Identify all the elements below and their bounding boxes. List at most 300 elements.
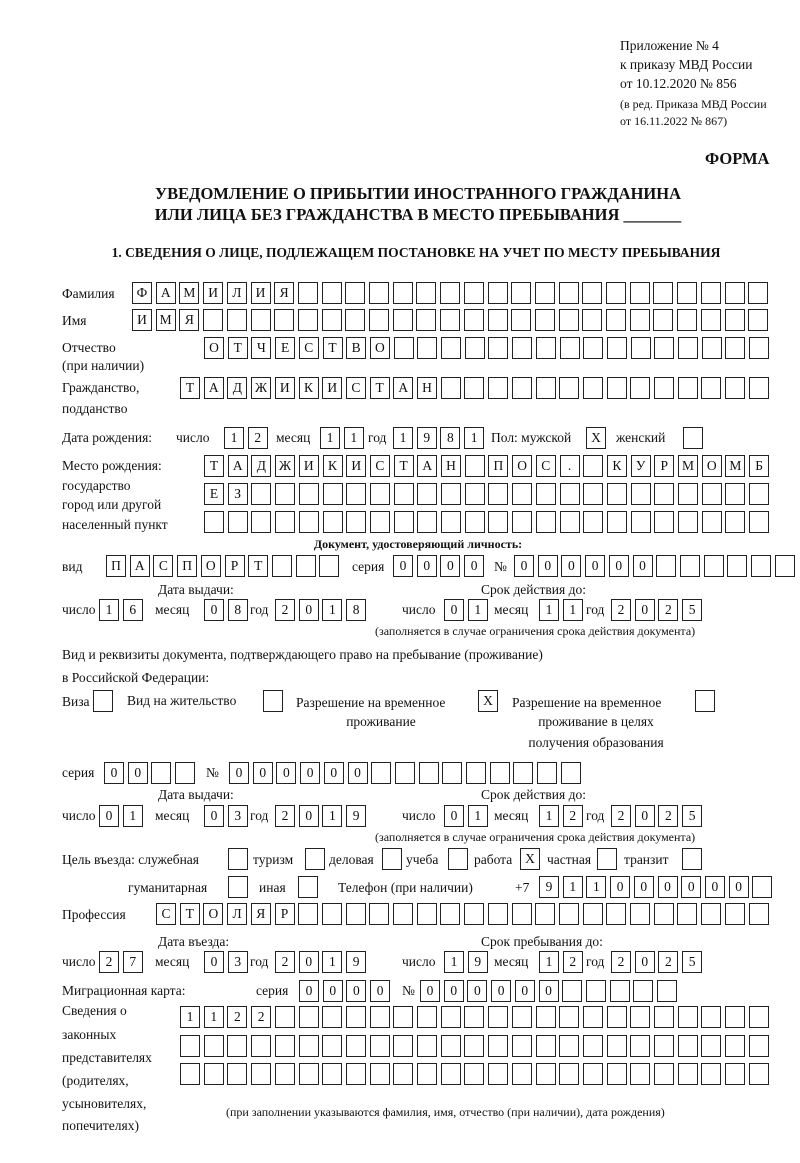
char-cell[interactable] — [749, 483, 769, 505]
char-cell[interactable] — [393, 309, 413, 331]
char-cell[interactable] — [151, 762, 171, 784]
char-cell[interactable] — [748, 282, 768, 304]
char-cell[interactable] — [630, 903, 650, 925]
char-cell[interactable]: И — [251, 282, 271, 304]
char-cell[interactable] — [369, 309, 389, 331]
char-cell[interactable] — [702, 483, 722, 505]
char-cell[interactable] — [417, 903, 437, 925]
char-cell[interactable]: 0 — [324, 762, 344, 784]
char-cell[interactable] — [561, 762, 581, 784]
char-cell[interactable]: М — [678, 455, 698, 477]
char-cell[interactable] — [725, 903, 745, 925]
char-cell[interactable] — [227, 1035, 247, 1057]
char-cell[interactable]: 0 — [348, 762, 368, 784]
char-cell[interactable]: 0 — [635, 599, 655, 621]
char-cell[interactable]: 8 — [440, 427, 460, 449]
char-cell[interactable]: 0 — [204, 951, 224, 973]
char-cell[interactable]: 0 — [128, 762, 148, 784]
char-cell[interactable]: 2 — [563, 951, 583, 973]
char-cell[interactable] — [394, 511, 414, 533]
char-cell[interactable] — [275, 1035, 295, 1057]
char-cell[interactable] — [678, 337, 698, 359]
char-cell[interactable] — [653, 282, 673, 304]
char-cell[interactable]: 2 — [611, 805, 631, 827]
char-cell[interactable]: О — [512, 455, 532, 477]
char-cell[interactable]: 0 — [299, 805, 319, 827]
char-cell[interactable] — [512, 903, 532, 925]
char-cell[interactable] — [346, 1035, 366, 1057]
char-cell[interactable]: 1 — [563, 876, 583, 898]
char-cell[interactable] — [227, 1063, 247, 1085]
char-cell[interactable] — [606, 903, 626, 925]
char-cell[interactable] — [607, 1035, 627, 1057]
char-cell[interactable] — [607, 1006, 627, 1028]
char-cell[interactable]: X — [586, 427, 606, 449]
char-cell[interactable]: И — [275, 377, 295, 399]
char-cell[interactable] — [370, 1035, 390, 1057]
char-cell[interactable] — [393, 282, 413, 304]
char-cell[interactable] — [488, 903, 508, 925]
char-cell[interactable] — [345, 309, 365, 331]
char-cell[interactable]: А — [417, 455, 437, 477]
char-cell[interactable]: 2 — [275, 599, 295, 621]
char-cell[interactable]: 1 — [99, 599, 119, 621]
char-cell[interactable] — [631, 337, 651, 359]
char-cell[interactable]: 0 — [229, 762, 249, 784]
char-cell[interactable] — [464, 309, 484, 331]
char-cell[interactable] — [536, 337, 556, 359]
char-cell[interactable] — [677, 309, 697, 331]
char-cell[interactable] — [370, 1006, 390, 1028]
char-cell[interactable] — [678, 1035, 698, 1057]
char-cell[interactable]: С — [370, 455, 390, 477]
char-cell[interactable]: О — [702, 455, 722, 477]
char-cell[interactable] — [512, 377, 532, 399]
char-cell[interactable] — [633, 980, 653, 1002]
char-cell[interactable]: Я — [274, 282, 294, 304]
char-cell[interactable] — [583, 337, 603, 359]
char-cell[interactable] — [536, 1035, 556, 1057]
char-cell[interactable]: 0 — [467, 980, 487, 1002]
char-cell[interactable]: С — [346, 377, 366, 399]
char-cell[interactable]: 1 — [322, 599, 342, 621]
char-cell[interactable] — [346, 1063, 366, 1085]
char-cell[interactable] — [180, 1035, 200, 1057]
char-cell[interactable]: 2 — [658, 805, 678, 827]
char-cell[interactable]: 9 — [539, 876, 559, 898]
char-cell[interactable]: 0 — [658, 876, 678, 898]
char-cell[interactable] — [417, 337, 437, 359]
char-cell[interactable] — [393, 903, 413, 925]
char-cell[interactable] — [416, 309, 436, 331]
char-cell[interactable]: 2 — [251, 1006, 271, 1028]
char-cell[interactable] — [513, 762, 533, 784]
char-cell[interactable]: 0 — [635, 805, 655, 827]
char-cell[interactable]: Р — [275, 903, 295, 925]
char-cell[interactable]: 1 — [224, 427, 244, 449]
char-cell[interactable]: 5 — [682, 599, 702, 621]
char-cell[interactable] — [678, 377, 698, 399]
char-cell[interactable] — [299, 1063, 319, 1085]
char-cell[interactable] — [583, 1006, 603, 1028]
char-cell[interactable] — [299, 1035, 319, 1057]
char-cell[interactable]: 1 — [586, 876, 606, 898]
char-cell[interactable] — [654, 1006, 674, 1028]
char-cell[interactable]: 0 — [253, 762, 273, 784]
char-cell[interactable] — [512, 1006, 532, 1028]
char-cell[interactable]: Б — [749, 455, 769, 477]
char-cell[interactable]: Ф — [132, 282, 152, 304]
char-cell[interactable]: 1 — [393, 427, 413, 449]
char-cell[interactable]: 6 — [123, 599, 143, 621]
char-cell[interactable]: 5 — [682, 805, 702, 827]
char-cell[interactable]: 3 — [228, 951, 248, 973]
char-cell[interactable]: Ж — [251, 377, 271, 399]
char-cell[interactable] — [752, 876, 772, 898]
char-cell[interactable] — [695, 690, 715, 712]
char-cell[interactable]: 0 — [370, 980, 390, 1002]
char-cell[interactable]: 0 — [635, 951, 655, 973]
char-cell[interactable] — [299, 483, 319, 505]
char-cell[interactable]: 1 — [123, 805, 143, 827]
char-cell[interactable] — [319, 555, 339, 577]
char-cell[interactable] — [536, 511, 556, 533]
char-cell[interactable]: Я — [251, 903, 271, 925]
char-cell[interactable] — [441, 483, 461, 505]
char-cell[interactable] — [536, 377, 556, 399]
char-cell[interactable] — [416, 282, 436, 304]
char-cell[interactable]: 0 — [204, 805, 224, 827]
char-cell[interactable]: 5 — [682, 951, 702, 973]
char-cell[interactable] — [275, 483, 295, 505]
char-cell[interactable] — [448, 848, 468, 870]
char-cell[interactable] — [536, 1063, 556, 1085]
char-cell[interactable] — [607, 377, 627, 399]
char-cell[interactable]: 1 — [344, 427, 364, 449]
char-cell[interactable] — [749, 1006, 769, 1028]
char-cell[interactable] — [488, 377, 508, 399]
char-cell[interactable] — [701, 1063, 721, 1085]
char-cell[interactable] — [654, 1035, 674, 1057]
char-cell[interactable]: 0 — [539, 980, 559, 1002]
char-cell[interactable] — [272, 555, 292, 577]
char-cell[interactable]: М — [725, 455, 745, 477]
char-cell[interactable] — [559, 1035, 579, 1057]
char-cell[interactable] — [464, 377, 484, 399]
char-cell[interactable] — [630, 1006, 650, 1028]
char-cell[interactable] — [606, 282, 626, 304]
char-cell[interactable]: Л — [227, 903, 247, 925]
char-cell[interactable] — [512, 1063, 532, 1085]
char-cell[interactable] — [562, 980, 582, 1002]
char-cell[interactable]: 0 — [491, 980, 511, 1002]
char-cell[interactable] — [678, 511, 698, 533]
char-cell[interactable]: Р — [654, 455, 674, 477]
char-cell[interactable]: А — [228, 455, 248, 477]
char-cell[interactable] — [345, 282, 365, 304]
char-cell[interactable] — [465, 337, 485, 359]
char-cell[interactable]: Р — [225, 555, 245, 577]
char-cell[interactable]: 0 — [444, 980, 464, 1002]
char-cell[interactable] — [725, 483, 745, 505]
char-cell[interactable]: Т — [370, 377, 390, 399]
char-cell[interactable]: А — [393, 377, 413, 399]
char-cell[interactable]: Т — [228, 337, 248, 359]
char-cell[interactable]: 2 — [611, 599, 631, 621]
char-cell[interactable]: Т — [180, 377, 200, 399]
char-cell[interactable] — [749, 1063, 769, 1085]
char-cell[interactable] — [298, 282, 318, 304]
char-cell[interactable]: И — [322, 377, 342, 399]
char-cell[interactable]: С — [153, 555, 173, 577]
char-cell[interactable]: 0 — [538, 555, 558, 577]
char-cell[interactable]: 0 — [514, 555, 534, 577]
char-cell[interactable] — [299, 511, 319, 533]
char-cell[interactable] — [371, 762, 391, 784]
char-cell[interactable] — [654, 337, 674, 359]
char-cell[interactable] — [725, 282, 745, 304]
char-cell[interactable] — [322, 1035, 342, 1057]
char-cell[interactable]: 1 — [539, 951, 559, 973]
char-cell[interactable] — [583, 1035, 603, 1057]
char-cell[interactable] — [607, 337, 627, 359]
char-cell[interactable]: Т — [248, 555, 268, 577]
char-cell[interactable]: 1 — [322, 951, 342, 973]
char-cell[interactable] — [298, 309, 318, 331]
char-cell[interactable]: 0 — [729, 876, 749, 898]
char-cell[interactable] — [395, 762, 415, 784]
char-cell[interactable] — [610, 980, 630, 1002]
char-cell[interactable] — [465, 511, 485, 533]
char-cell[interactable]: О — [203, 903, 223, 925]
char-cell[interactable]: 0 — [464, 555, 484, 577]
char-cell[interactable] — [275, 1063, 295, 1085]
char-cell[interactable] — [441, 511, 461, 533]
char-cell[interactable] — [560, 483, 580, 505]
char-cell[interactable]: 9 — [346, 951, 366, 973]
char-cell[interactable] — [464, 1035, 484, 1057]
char-cell[interactable]: Т — [204, 455, 224, 477]
char-cell[interactable] — [323, 483, 343, 505]
char-cell[interactable] — [607, 483, 627, 505]
char-cell[interactable]: К — [607, 455, 627, 477]
char-cell[interactable]: А — [156, 282, 176, 304]
char-cell[interactable]: 1 — [539, 805, 559, 827]
char-cell[interactable] — [704, 555, 724, 577]
char-cell[interactable]: Я — [179, 309, 199, 331]
char-cell[interactable] — [369, 903, 389, 925]
char-cell[interactable]: 0 — [204, 599, 224, 621]
char-cell[interactable]: И — [299, 455, 319, 477]
char-cell[interactable]: К — [299, 377, 319, 399]
char-cell[interactable] — [370, 483, 390, 505]
char-cell[interactable]: Н — [441, 455, 461, 477]
char-cell[interactable]: Т — [323, 337, 343, 359]
char-cell[interactable]: 0 — [417, 555, 437, 577]
char-cell[interactable] — [560, 337, 580, 359]
char-cell[interactable] — [299, 1006, 319, 1028]
char-cell[interactable] — [175, 762, 195, 784]
char-cell[interactable]: П — [106, 555, 126, 577]
char-cell[interactable] — [725, 1006, 745, 1028]
char-cell[interactable] — [749, 377, 769, 399]
char-cell[interactable]: 0 — [444, 805, 464, 827]
char-cell[interactable] — [440, 309, 460, 331]
char-cell[interactable]: 2 — [227, 1006, 247, 1028]
char-cell[interactable] — [535, 903, 555, 925]
char-cell[interactable] — [678, 483, 698, 505]
char-cell[interactable]: Ж — [275, 455, 295, 477]
char-cell[interactable] — [441, 337, 461, 359]
char-cell[interactable]: 0 — [705, 876, 725, 898]
char-cell[interactable] — [251, 309, 271, 331]
char-cell[interactable] — [653, 309, 673, 331]
char-cell[interactable]: X — [478, 690, 498, 712]
char-cell[interactable] — [586, 980, 606, 1002]
char-cell[interactable]: 0 — [104, 762, 124, 784]
char-cell[interactable]: 2 — [658, 951, 678, 973]
char-cell[interactable] — [441, 1035, 461, 1057]
char-cell[interactable] — [630, 282, 650, 304]
char-cell[interactable]: П — [177, 555, 197, 577]
char-cell[interactable]: 0 — [300, 762, 320, 784]
char-cell[interactable]: 1 — [563, 599, 583, 621]
char-cell[interactable] — [251, 1063, 271, 1085]
char-cell[interactable] — [511, 309, 531, 331]
char-cell[interactable]: 2 — [275, 805, 295, 827]
char-cell[interactable] — [749, 903, 769, 925]
char-cell[interactable] — [725, 337, 745, 359]
char-cell[interactable] — [274, 309, 294, 331]
char-cell[interactable]: 1 — [320, 427, 340, 449]
char-cell[interactable] — [204, 1035, 224, 1057]
char-cell[interactable] — [654, 903, 674, 925]
char-cell[interactable] — [512, 483, 532, 505]
char-cell[interactable] — [702, 511, 722, 533]
char-cell[interactable] — [597, 848, 617, 870]
char-cell[interactable]: 1 — [204, 1006, 224, 1028]
char-cell[interactable] — [682, 848, 702, 870]
char-cell[interactable] — [654, 1063, 674, 1085]
char-cell[interactable]: И — [203, 282, 223, 304]
char-cell[interactable]: 0 — [515, 980, 535, 1002]
char-cell[interactable]: 0 — [299, 980, 319, 1002]
char-cell[interactable] — [393, 1063, 413, 1085]
char-cell[interactable] — [228, 848, 248, 870]
char-cell[interactable] — [559, 377, 579, 399]
char-cell[interactable]: 0 — [323, 980, 343, 1002]
char-cell[interactable] — [559, 309, 579, 331]
char-cell[interactable] — [464, 1006, 484, 1028]
char-cell[interactable]: С — [299, 337, 319, 359]
char-cell[interactable]: В — [346, 337, 366, 359]
char-cell[interactable] — [346, 483, 366, 505]
char-cell[interactable]: О — [204, 337, 224, 359]
char-cell[interactable]: 8 — [228, 599, 248, 621]
char-cell[interactable] — [535, 309, 555, 331]
char-cell[interactable]: 0 — [561, 555, 581, 577]
char-cell[interactable]: 1 — [539, 599, 559, 621]
char-cell[interactable] — [322, 1063, 342, 1085]
char-cell[interactable] — [678, 1006, 698, 1028]
char-cell[interactable]: Ч — [251, 337, 271, 359]
char-cell[interactable]: 1 — [468, 805, 488, 827]
char-cell[interactable] — [275, 1006, 295, 1028]
char-cell[interactable]: 9 — [468, 951, 488, 973]
char-cell[interactable] — [394, 337, 414, 359]
char-cell[interactable]: С — [156, 903, 176, 925]
char-cell[interactable] — [417, 511, 437, 533]
char-cell[interactable] — [490, 762, 510, 784]
char-cell[interactable]: Т — [180, 903, 200, 925]
char-cell[interactable] — [751, 555, 771, 577]
char-cell[interactable]: Т — [394, 455, 414, 477]
char-cell[interactable]: А — [130, 555, 150, 577]
char-cell[interactable]: X — [520, 848, 540, 870]
char-cell[interactable] — [654, 377, 674, 399]
char-cell[interactable] — [488, 1006, 508, 1028]
char-cell[interactable] — [323, 511, 343, 533]
char-cell[interactable]: И — [346, 455, 366, 477]
char-cell[interactable]: 0 — [276, 762, 296, 784]
char-cell[interactable] — [465, 483, 485, 505]
char-cell[interactable] — [535, 282, 555, 304]
char-cell[interactable] — [725, 511, 745, 533]
char-cell[interactable] — [417, 1006, 437, 1028]
char-cell[interactable] — [630, 377, 650, 399]
char-cell[interactable]: И — [132, 309, 152, 331]
char-cell[interactable] — [465, 455, 485, 477]
char-cell[interactable]: 0 — [585, 555, 605, 577]
char-cell[interactable] — [559, 1006, 579, 1028]
char-cell[interactable]: 0 — [610, 876, 630, 898]
char-cell[interactable] — [228, 511, 248, 533]
char-cell[interactable] — [656, 555, 676, 577]
char-cell[interactable] — [346, 511, 366, 533]
char-cell[interactable] — [701, 1035, 721, 1057]
char-cell[interactable] — [559, 903, 579, 925]
char-cell[interactable] — [488, 282, 508, 304]
char-cell[interactable] — [631, 483, 651, 505]
char-cell[interactable]: 1 — [322, 805, 342, 827]
char-cell[interactable] — [607, 511, 627, 533]
char-cell[interactable] — [369, 282, 389, 304]
char-cell[interactable]: 3 — [228, 805, 248, 827]
char-cell[interactable] — [322, 309, 342, 331]
char-cell[interactable]: 2 — [658, 599, 678, 621]
char-cell[interactable] — [749, 337, 769, 359]
char-cell[interactable] — [322, 1006, 342, 1028]
char-cell[interactable]: 8 — [346, 599, 366, 621]
char-cell[interactable] — [583, 511, 603, 533]
char-cell[interactable] — [251, 1035, 271, 1057]
char-cell[interactable]: Д — [227, 377, 247, 399]
char-cell[interactable] — [204, 511, 224, 533]
char-cell[interactable] — [204, 1063, 224, 1085]
char-cell[interactable] — [305, 848, 325, 870]
char-cell[interactable] — [512, 337, 532, 359]
char-cell[interactable] — [512, 511, 532, 533]
char-cell[interactable]: Н — [417, 377, 437, 399]
char-cell[interactable] — [725, 1035, 745, 1057]
char-cell[interactable]: А — [204, 377, 224, 399]
char-cell[interactable]: 0 — [99, 805, 119, 827]
char-cell[interactable] — [488, 483, 508, 505]
char-cell[interactable] — [630, 1063, 650, 1085]
char-cell[interactable] — [657, 980, 677, 1002]
char-cell[interactable] — [488, 511, 508, 533]
char-cell[interactable]: С — [536, 455, 556, 477]
